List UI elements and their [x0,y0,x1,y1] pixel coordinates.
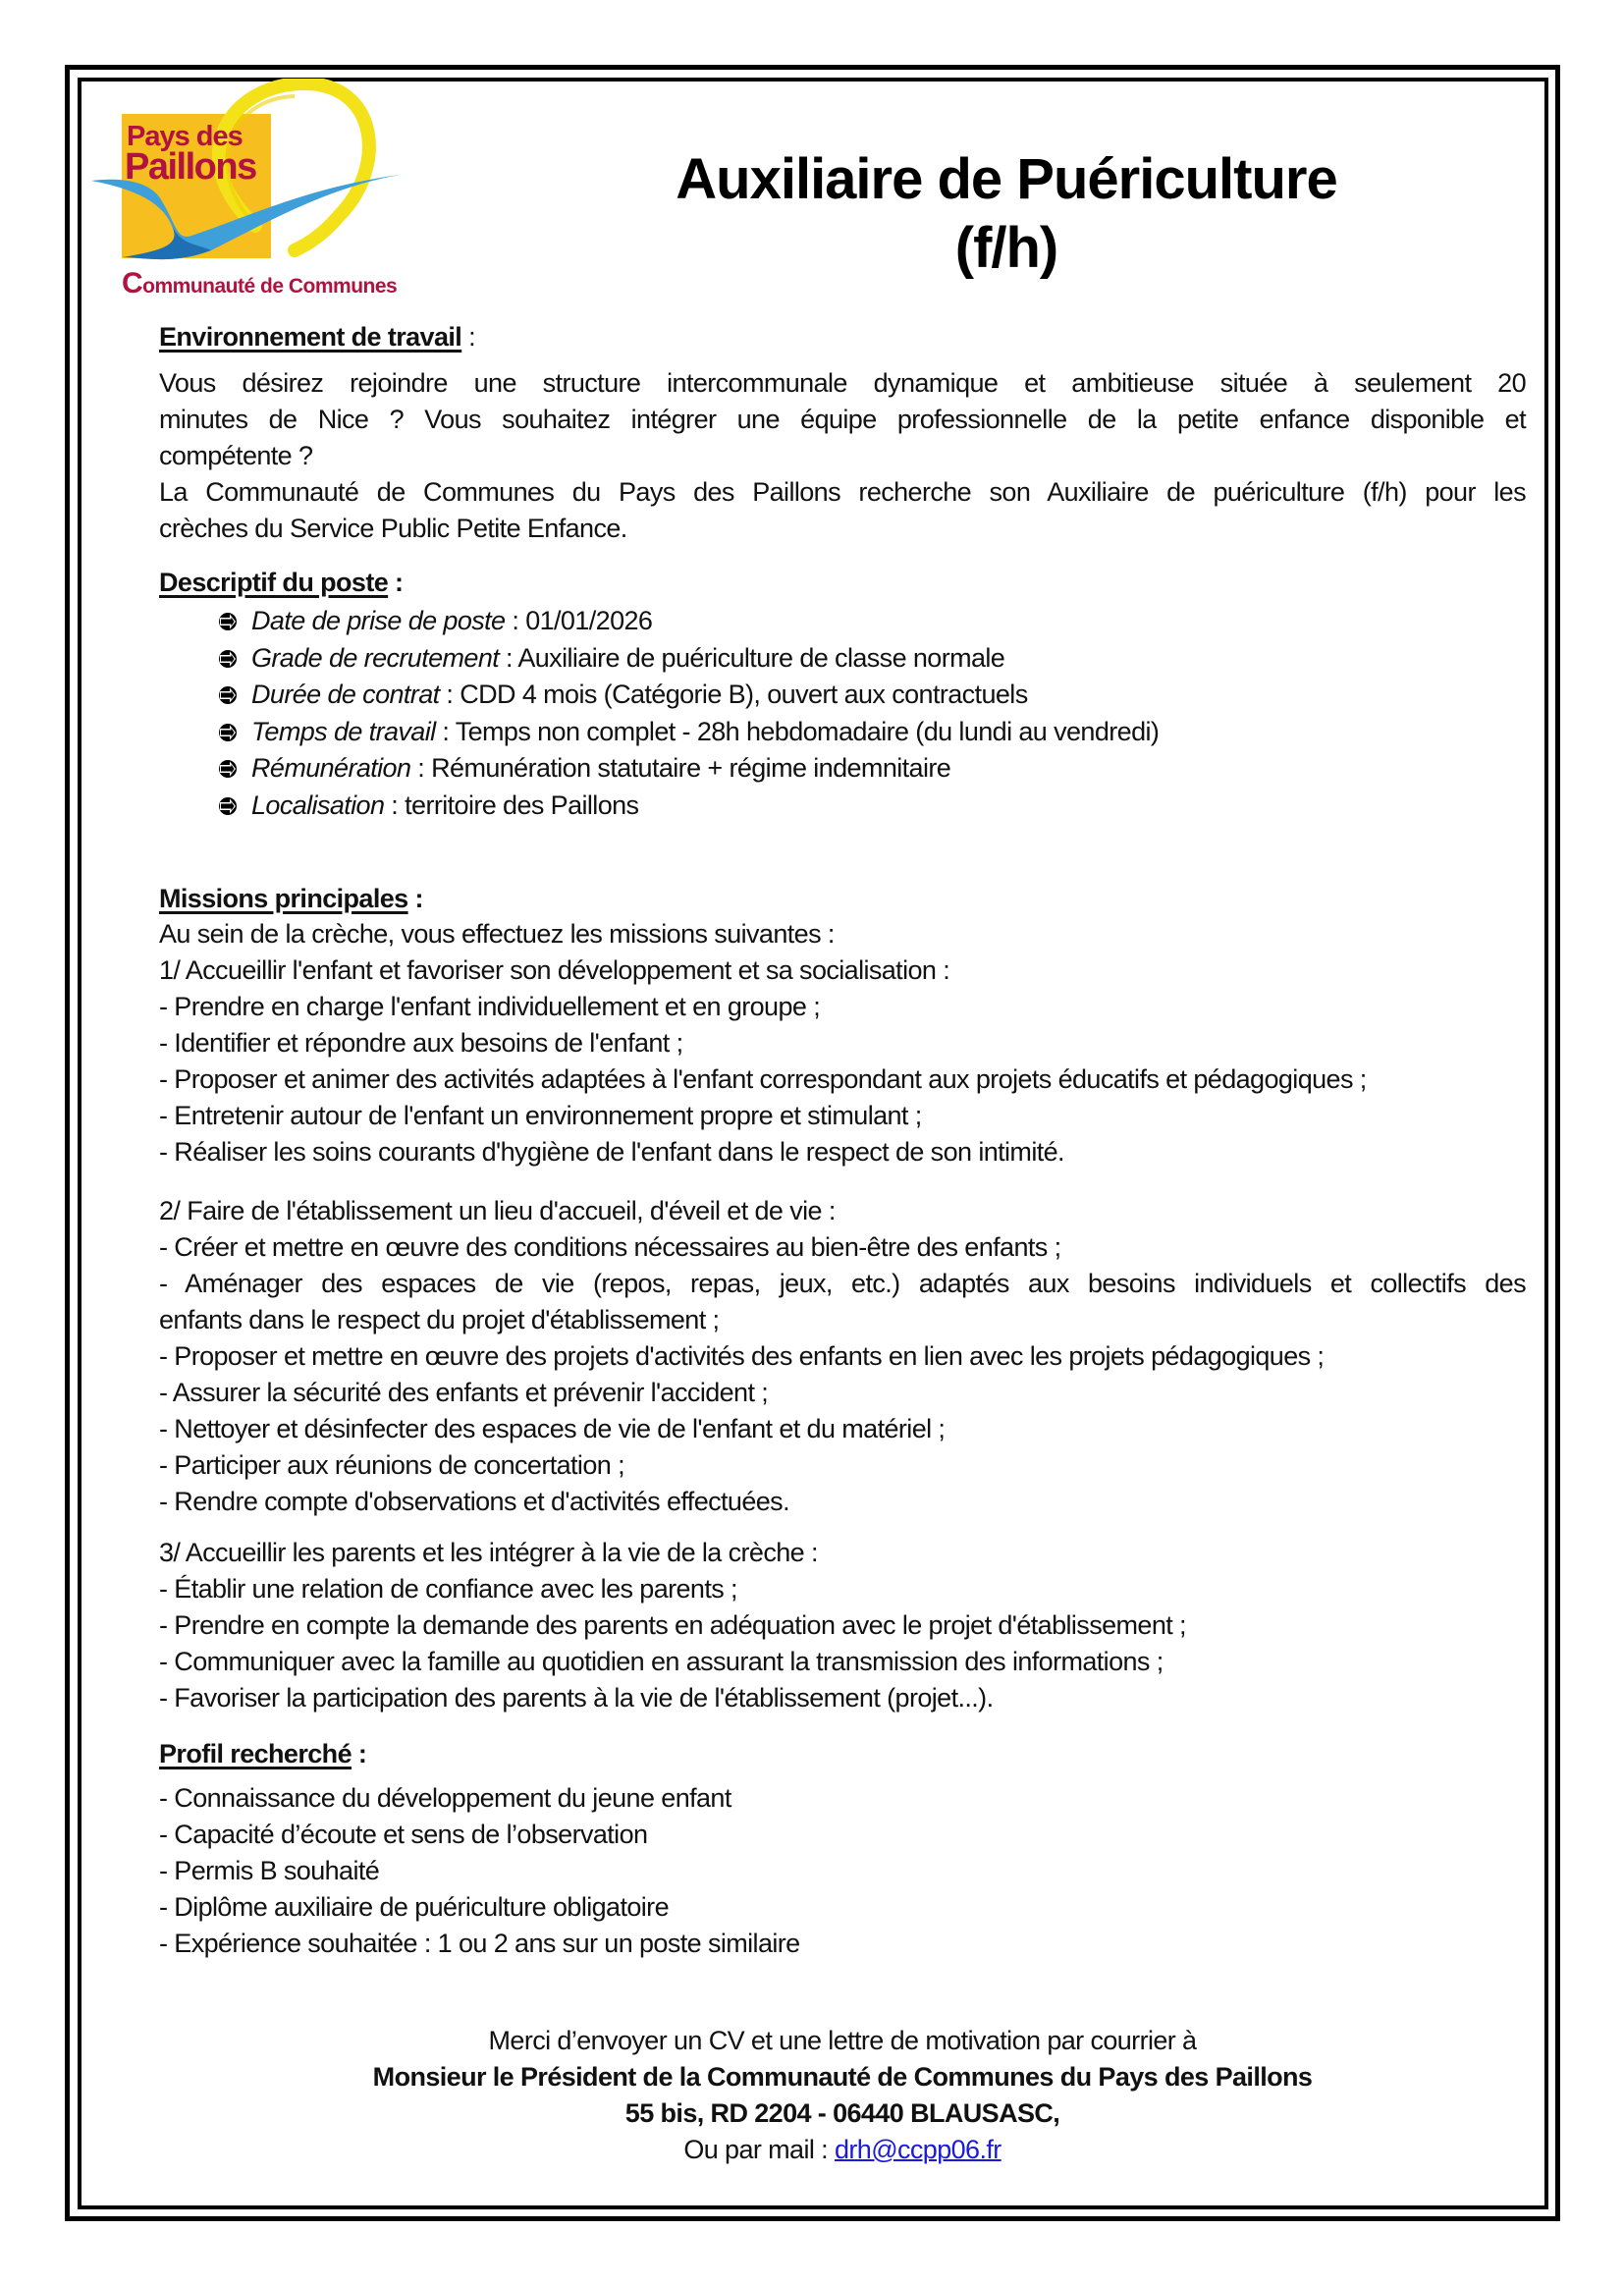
descriptif-item: Temps de travail : Temps non complet - 28h hebdomadaire (du lundi au vendredi) [218,716,1494,747]
mission-item: enfants dans le respect du projet d'établissement ; [159,1305,720,1334]
descriptif-value: Rémunération statutaire + régime indemnitaire [431,753,951,783]
circled-arrow-icon [218,685,238,705]
section-heading-missions: Missions principales : [159,884,423,913]
mission-item: - Favoriser la participation des parents à la vie de l'établissement (projet...). [159,1683,994,1713]
paragraph-line: minutes de Nice ? Vous souhaitez intégrer une équipe professionnelle de la petite enfance disponible et [159,405,1526,434]
descriptif-item: Durée de contrat : CDD 4 mois (Catégorie B), ouvert aux contractuels [218,679,1494,710]
section-heading-profil: Profil recherché : [159,1739,367,1768]
contact-email-prefix: Ou par mail : [683,2135,835,2164]
descriptif-value: Temps non complet - 28h hebdomadaire (du lundi au vendredi) [455,716,1160,746]
mission-item: - Communiquer avec la famille au quotidien en assurant la transmission des informations ; [159,1647,1164,1676]
mission-item: - Participer aux réunions de concertation ; [159,1450,624,1480]
mission-item: - Identifier et répondre aux besoins de l'enfant ; [159,1028,683,1058]
mission-item: - Créer et mettre en œuvre des conditions nécessaires au bien-être des enfants ; [159,1232,1061,1262]
title-line-1: Auxiliaire de Puériculture [676,147,1337,211]
descriptif-value: territoire des Paillons [405,789,639,820]
section-heading-environnement: Environnement de travail : [159,322,476,352]
descriptif-item: Grade de recrutement : Auxiliaire de puériculture de classe normale [218,642,1494,674]
descriptif-value: Auxiliaire de puériculture de classe normale [517,642,1005,673]
mission-group-2-title: 2/ Faire de l'établissement un lieu d'accueil, d'éveil et de vie : [159,1196,836,1225]
descriptif-label: Temps de travail [251,716,436,746]
logo-line2: Paillons [125,146,256,188]
mission-item: - Établir une relation de confiance avec les parents ; [159,1574,737,1604]
paragraph-line: Vous désirez rejoindre une structure intercommunale dynamique et ambitieuse située à seulement 20 [159,368,1526,398]
logo-graphic [83,79,417,304]
descriptif-label: Localisation [251,789,385,820]
descriptif-value: 01/01/2026 [525,606,653,635]
logo-line1: Pays des [127,121,243,152]
mission-group-1-title: 1/ Accueillir l'enfant et favoriser son développement et sa socialisation : [159,955,950,985]
paragraph-line: La Communauté de Communes du Pays des Paillons recherche son Auxiliaire de puériculture (f/h) pour les [159,477,1526,507]
mission-item: - Prendre en charge l'enfant individuellement et en groupe ; [159,992,821,1021]
heading-text: Missions principales [159,884,408,913]
paragraph-line: crèches du Service Public Petite Enfance. [159,514,627,543]
descriptif-value: CDD 4 mois (Catégorie B), ouvert aux contractuels [460,680,1028,709]
descriptif-label: Rémunération [251,753,411,783]
logo-pays-des-paillons [83,79,417,304]
page-title [589,145,1424,283]
circled-arrow-icon [218,612,238,631]
profil-item: - Diplôme auxiliaire de puériculture obligatoire [159,1892,669,1922]
email-link[interactable]: drh@ccpp06.fr [834,2135,1001,2164]
descriptif-item: Localisation : territoire des Paillons [218,789,1494,821]
mission-item: - Prendre en compte la demande des parents en adéquation avec le projet d'établissement ; [159,1610,1186,1640]
paragraph-line: compétente ? [159,441,313,470]
descriptif-label: Date de prise de poste [251,606,506,635]
descriptif-item: Rémunération : Rémunération statutaire + régime indemnitaire [218,752,1494,784]
mission-item: - Aménager des espaces de vie (repos, repas, jeux, etc.) adaptés aux besoins individuels et collectifs des [159,1269,1526,1298]
heading-text: Environnement de travail [159,322,462,352]
mission-item: - Nettoyer et désinfecter des espaces de vie de l'enfant et du matériel ; [159,1414,946,1443]
heading-text: Profil recherché [159,1739,352,1768]
circled-arrow-icon [218,759,238,779]
contact-email-line [159,2134,1526,2165]
descriptif-label: Grade de recrutement [251,642,500,673]
circled-arrow-icon [218,723,238,742]
logo-subtitle: Communauté de Communes [122,267,398,299]
contact-line-1: Merci d’envoyer un CV et une lettre de motivation par courrier à [488,2026,1197,2055]
descriptif-label: Durée de contrat [251,680,440,709]
mission-item: - Rendre compte d'observations et d'activités effectuées. [159,1487,789,1516]
contact-address: 55 bis, RD 2204 - 06440 BLAUSASC, [624,2098,1060,2128]
circled-arrow-icon [218,796,238,816]
section-heading-descriptif: Descriptif du poste : [159,568,404,597]
profil-item: - Capacité d’écoute et sens de l’observation [159,1820,648,1849]
missions-intro: Au sein de la crèche, vous effectuez les missions suivantes : [159,919,835,949]
descriptif-item: Date de prise de poste : 01/01/2026 [218,605,1494,636]
profil-item: - Permis B souhaité [159,1856,380,1885]
heading-text: Descriptif du poste [159,568,389,597]
circled-arrow-icon [218,649,238,669]
mission-item: - Entretenir autour de l'enfant un environnement propre et stimulant ; [159,1101,922,1130]
mission-item: - Assurer la sécurité des enfants et prévenir l'accident ; [159,1378,769,1407]
mission-item: - Proposer et mettre en œuvre des projets d'activités des enfants en lien avec les projets pédagogiques ; [159,1341,1325,1371]
mission-item: - Proposer et animer des activités adaptées à l'enfant correspondant aux projets éducatifs et pédagogiques ; [159,1064,1367,1094]
title-line-2: (f/h) [954,216,1058,280]
profil-item: - Expérience souhaitée : 1 ou 2 ans sur un poste similaire [159,1929,800,1958]
mission-group-3-title: 3/ Accueillir les parents et les intégrer à la vie de la crèche : [159,1538,818,1567]
mission-item: - Réaliser les soins courants d'hygiène de l'enfant dans le respect de son intimité. [159,1137,1064,1167]
contact-recipient: Monsieur le Président de la Communauté de Communes du Pays des Paillons [372,2062,1313,2092]
profil-item: - Connaissance du développement du jeune enfant [159,1783,731,1813]
